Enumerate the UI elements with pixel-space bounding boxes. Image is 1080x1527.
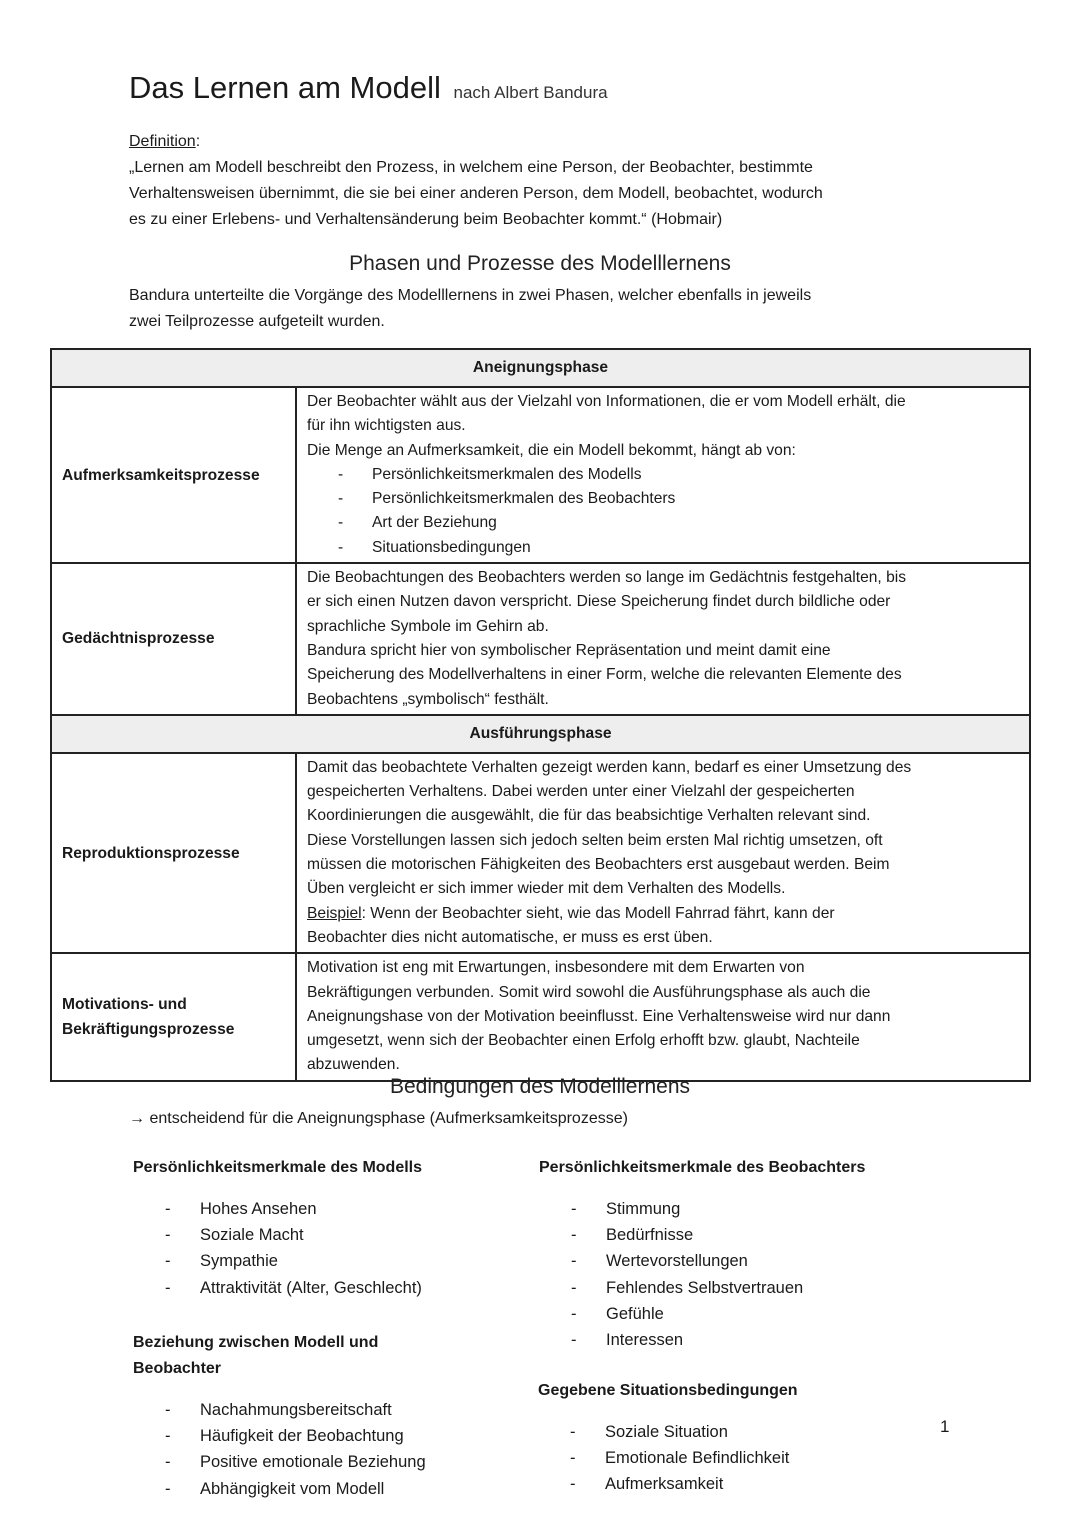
text-line: müssen die motorischen Fähigkeiten des Beobachters erst ausgebaut werden. Beim (307, 856, 890, 874)
situation-list (570, 1419, 958, 1498)
text-line: abzuwenden. (307, 1056, 400, 1074)
section-heading: Persönlichkeitsmerkmale des Modells (133, 1159, 423, 1176)
text-line: Beobachter dies nicht automatische, er muss es erst üben. (307, 928, 713, 946)
text-line: Der Beobachter wählt aus der Vielzahl von Informationen, die er vom Modell erhält, die (307, 393, 906, 410)
list-item: - Attraktivität (Alter, Geschlecht) (165, 1275, 513, 1301)
definition-line: es zu einer Erlebens- und Verhaltensänderung beim Beobachter kommt.“ (Hobmair) (129, 211, 723, 228)
table-row (51, 349, 1030, 387)
text-line: er sich einen Nutzen davon verspricht. Diese Speicherung findet durch bildliche oder (307, 593, 891, 611)
list-item: - Hohes Ansehen (165, 1196, 513, 1222)
table-row (51, 953, 1030, 1080)
list-item: - Bedürfnisse (571, 1222, 959, 1248)
text-line: sprachliche Symbole im Gehirn ab. (307, 617, 549, 635)
table-row (51, 753, 1030, 953)
list-item: - Situationsbedingungen (338, 536, 1023, 560)
beispiel-label: Beispiel (307, 904, 362, 922)
phasen-intro (129, 283, 811, 335)
situation-section (538, 1378, 958, 1498)
text-line: Motivation ist eng mit Erwartungen, insbesondere mit dem Erwarten von (307, 959, 805, 977)
table-row (51, 387, 1030, 563)
list-item: - Sympathie (165, 1248, 513, 1274)
bedingungen-note (129, 1106, 628, 1132)
row-label-reproduktion: Reproduktionsprozesse (51, 753, 296, 953)
definition-heading (129, 129, 823, 155)
modell-list (165, 1196, 513, 1301)
text-line: Speicherung des Modellverhaltens in einer Form, welche die relevanten Elemente des (307, 666, 902, 684)
intro-line: Bandura unterteilte die Vorgänge des Modelllernens in zwei Phasen, welcher ebenfalls in jeweils (129, 287, 812, 304)
text-line: Damit das beobachtete Verhalten gezeigt werden kann, bedarf es einer Umsetzung des (307, 758, 912, 776)
list-item: - Soziale Macht (165, 1222, 513, 1248)
table-row (51, 563, 1030, 715)
definition-line: Verhaltensweisen übernimmt, die sie bei einer anderen Person, dem Modell, beobachtet, wodurch (129, 185, 823, 202)
section-heading: Persönlichkeitsmerkmale des Beobachters (539, 1159, 866, 1176)
row-text-motivation (296, 953, 1030, 1080)
bedingungen-heading: Bedingungen des Modelllernens (389, 1075, 691, 1098)
beziehung-list (165, 1397, 513, 1502)
label-line: Motivations- und (62, 995, 187, 1013)
section-heading: Gegebene Situationsbedingungen (538, 1382, 798, 1399)
definition-line: „Lernen am Modell beschreibt den Prozess, in welchem eine Person, der Beobachter, bestimmte (129, 159, 813, 176)
list-item: - Fehlendes Selbstvertrauen (571, 1275, 959, 1301)
beispiel-line (307, 902, 1023, 926)
beispiel-text: : Wenn der Beobachter sieht, wie das Modell Fahrrad fährt, kann der (361, 904, 835, 922)
text-line: Bandura spricht hier von symbolischer Repräsentation und meint damit eine (307, 641, 831, 659)
text-line: gespeicherten Verhaltens. Dabei werden unter einer Vielzahl der gespeicherten (307, 783, 855, 801)
phasen-heading: Phasen und Prozesse des Modelllernens (349, 252, 731, 275)
text-line: für ihn wichtigsten aus. (307, 417, 466, 435)
section-heading: Beobachter (133, 1360, 222, 1377)
phasen-table (50, 348, 1031, 1082)
note-text: entscheidend für die Aneignungsphase (Aufmerksamkeitsprozesse) (149, 1110, 628, 1127)
list-item: - Positive emotionale Beziehung (165, 1449, 513, 1475)
list-item: - Gefühle (571, 1301, 959, 1327)
list-item: - Stimmung (571, 1196, 959, 1222)
text-line: Aneignungshase von der Motivation beeinflusst. Eine Verhaltensweise wird nur dann (307, 1007, 891, 1025)
row-label-gedaechtnis: Gedächtnisprozesse (51, 563, 296, 715)
page-title (129, 70, 608, 106)
list-item: - Nachahmungsbereitschaft (165, 1397, 513, 1423)
definition-label: Definition (129, 133, 196, 150)
list-item: - Persönlichkeitsmerkmalen des Modells (338, 463, 1023, 487)
text-line: Koordinierungen die ausgewählt, die für das beabsichtige Verhalten relevant sind. (307, 807, 871, 825)
list-item: - Soziale Situation (570, 1419, 958, 1445)
section-heading: Beziehung zwischen Modell und (133, 1334, 379, 1351)
phase-header-aneignung: Aneignungsphase (51, 349, 1030, 387)
text-line: Die Menge an Aufmerksamkeit, die ein Modell bekommt, hängt ab von: (307, 441, 796, 459)
intro-line: zwei Teilprozesse aufgeteilt wurden. (129, 313, 385, 330)
definition-colon: : (195, 133, 201, 150)
list-item: - Wertevorstellungen (571, 1248, 959, 1274)
beobachter-list (571, 1196, 959, 1353)
aufmerksamkeit-list (307, 463, 1023, 560)
text-line: Üben vergleicht er sich immer wieder mit dem Verhalten des Modells. (307, 880, 786, 898)
row-text-reproduktion (296, 753, 1030, 953)
list-item: - Interessen (571, 1327, 959, 1353)
label-line: Bekräftigungsprozesse (62, 1020, 235, 1038)
row-label-motivation (51, 953, 296, 1080)
row-text-aufmerksamkeit (296, 387, 1030, 563)
list-item: - Emotionale Befindlichkeit (570, 1445, 958, 1471)
definition-block (129, 129, 823, 233)
text-line: Beobachtens „symbolisch“ festhält. (307, 690, 549, 708)
beziehung-section (133, 1330, 513, 1502)
text-line: umgesetzt, wenn sich der Beobachter einen Erfolg erhofft bzw. glaubt, Nachteile (307, 1032, 860, 1050)
title-subtitle: nach Albert Bandura (453, 83, 608, 102)
list-item: - Art der Beziehung (338, 511, 1023, 535)
title-main: Das Lernen am Modell (129, 70, 441, 105)
beobachter-section (539, 1155, 959, 1353)
page-number: 1 (940, 1417, 950, 1436)
text-line: Bekräftigungen verbunden. Somit wird sowohl die Ausführungsphase als auch die (307, 983, 871, 1001)
table-row (51, 715, 1030, 753)
list-item: - Abhängigkeit vom Modell (165, 1476, 513, 1502)
phase-header-ausfuehrung: Ausführungsphase (51, 715, 1030, 753)
text-line: Die Beobachtungen des Beobachters werden so lange im Gedächtnis festgehalten, bis (307, 569, 907, 587)
list-item: - Häufigkeit der Beobachtung (165, 1423, 513, 1449)
row-label-aufmerksamkeit: Aufmerksamkeitsprozesse (51, 387, 296, 563)
text-line: Diese Vorstellungen lassen sich jedoch selten beim ersten Mal richtig umsetzen, oft (307, 831, 883, 849)
list-item: - Aufmerksamkeit (570, 1471, 958, 1497)
row-text-gedaechtnis (296, 563, 1030, 715)
arrow-icon: → (129, 1110, 145, 1127)
list-item: - Persönlichkeitsmerkmalen des Beobachters (338, 487, 1023, 511)
modell-section (133, 1155, 513, 1301)
